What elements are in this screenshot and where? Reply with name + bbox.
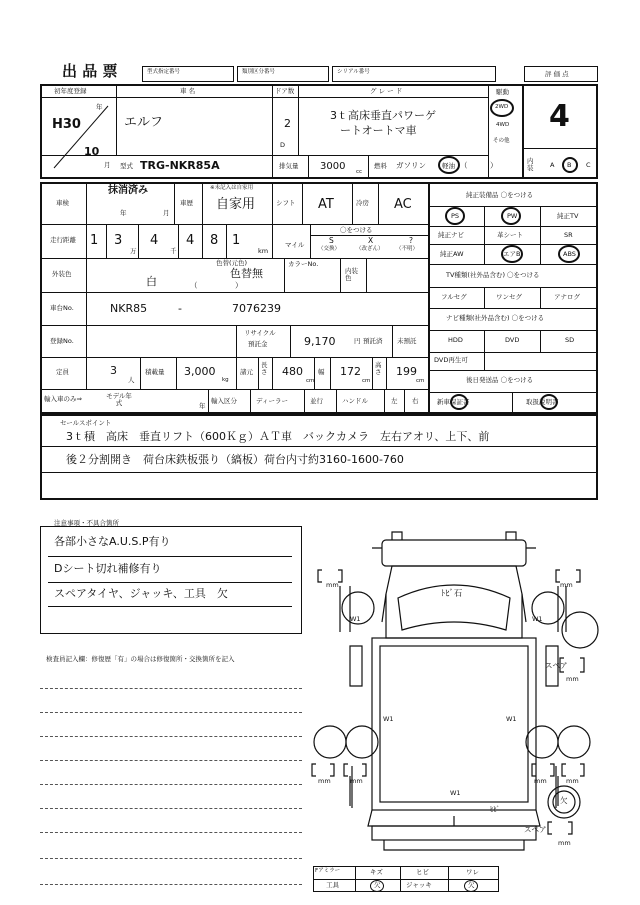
ac-label: 冷房 bbox=[356, 199, 369, 207]
mileage-opt-x: X bbox=[368, 236, 374, 245]
grade-line2: ートオートマ車 bbox=[340, 124, 417, 137]
serial-box bbox=[332, 66, 496, 82]
height-value: 199 bbox=[396, 365, 417, 378]
car-name-label: 車 名 bbox=[180, 87, 196, 95]
tv-fullseg: フルセグ bbox=[441, 293, 467, 301]
import-category-label: 輸入区分 bbox=[211, 397, 237, 405]
note-3: スペアタイヤ、ジャッキ、工具 欠 bbox=[54, 587, 228, 600]
equip-sr: SR bbox=[564, 231, 573, 239]
tv-analog: アナログ bbox=[554, 293, 580, 301]
ac-value: AC bbox=[394, 197, 412, 212]
drive-2wd: 2WD bbox=[495, 104, 509, 110]
usage-value: 自家用 bbox=[216, 197, 256, 212]
mileage-digit-2: 3 bbox=[114, 233, 123, 248]
dims-label: 諸元 bbox=[240, 368, 253, 376]
door-d: D bbox=[280, 141, 286, 149]
equip-abs-circle bbox=[558, 245, 580, 263]
repaint-label: 色替(元色) bbox=[216, 259, 248, 267]
nav-sd: SD bbox=[565, 336, 575, 344]
import-left: 左 bbox=[391, 397, 398, 405]
parts-header-kizu: キズ bbox=[370, 868, 383, 876]
mileage-opt-s: S bbox=[329, 236, 334, 245]
grade-line1: 3ｔ高床垂直パワーゲ bbox=[330, 109, 436, 122]
first-registration-year: H30 bbox=[52, 117, 81, 132]
fuel-label: 燃料 bbox=[374, 162, 387, 170]
import-year: 年 bbox=[199, 402, 206, 410]
cc-unit: cc bbox=[356, 169, 363, 175]
equip-aw: 純正AW bbox=[440, 250, 464, 258]
mileage-label: 走行距離 bbox=[50, 236, 76, 244]
door-count: 2 bbox=[284, 117, 291, 130]
unit-sen: 千 bbox=[170, 247, 177, 255]
inspection-value: 抹消済み bbox=[108, 185, 148, 196]
drive-label: 駆動 bbox=[496, 88, 509, 96]
month-suffix: 月 bbox=[104, 161, 111, 169]
mile-label: マイル bbox=[285, 241, 305, 249]
import-handle: ハンドル bbox=[342, 397, 368, 405]
note-1: 各部小さなA.U.S.P有り bbox=[54, 535, 171, 548]
nav-hdd: HDD bbox=[448, 336, 463, 344]
w1-rear: W1 bbox=[450, 789, 461, 797]
equip-pw: PW bbox=[507, 212, 518, 220]
length-unit: cm bbox=[306, 378, 315, 384]
hibi-label: ﾋﾋﾞ bbox=[490, 805, 500, 813]
type-designation-box bbox=[142, 66, 234, 82]
truck-diagram bbox=[310, 526, 600, 866]
usage-note: ※未記入は自家用 bbox=[210, 185, 254, 191]
inspection-month: 月 bbox=[163, 209, 170, 217]
recycle-yen: 円 bbox=[354, 337, 361, 345]
frame-prefix: NKR85 bbox=[110, 302, 148, 315]
mm-rr2: mm bbox=[566, 777, 579, 785]
import-parallel: 並行 bbox=[310, 397, 323, 405]
post-manual-circle bbox=[540, 394, 558, 410]
post-manual: 取扱説明書 bbox=[526, 398, 559, 406]
capacity-value: 3 bbox=[110, 364, 117, 377]
interior-color-label: 内装色 bbox=[345, 267, 358, 282]
first-registration-month: 10 bbox=[84, 145, 100, 158]
cargo-floor bbox=[380, 646, 528, 802]
fuel-diesel-circle bbox=[438, 156, 460, 174]
year-suffix: 年 bbox=[96, 103, 103, 111]
serial-label: シリアル番号 bbox=[337, 69, 370, 75]
tv-title: TV種類(社外品含む) 〇をつける bbox=[446, 271, 540, 279]
nav-dvd: DVD bbox=[505, 336, 520, 344]
mm-fr: mm bbox=[560, 581, 573, 589]
type-designation-label: 型式指定番号 bbox=[147, 69, 181, 75]
color-no-label: カラーNo. bbox=[288, 260, 319, 268]
parts-header-hibi: ヒビ bbox=[416, 868, 429, 876]
shift-value: AT bbox=[318, 197, 334, 212]
nav-title: ナビ種類(社外品含む) 〇をつける bbox=[446, 314, 545, 322]
parts-tools-missing: 欠 bbox=[374, 881, 381, 889]
equip-navi: 純正ナビ bbox=[438, 231, 464, 239]
grade-label: グ レ ー ド bbox=[370, 87, 403, 95]
rear-left-outer-wheel bbox=[314, 726, 346, 758]
dvd-playback: DVD再生可 bbox=[434, 356, 468, 364]
capacity-label: 定員 bbox=[56, 368, 69, 376]
model-year-label: モデル年式 bbox=[106, 392, 132, 407]
mm-rr1: mm bbox=[534, 777, 547, 785]
mileage-opt-q: ? bbox=[409, 236, 413, 245]
import-label: 輸入車のみ⇒ bbox=[44, 395, 82, 403]
fuel-gasoline: ガソリン bbox=[396, 161, 426, 170]
width-value: 172 bbox=[340, 365, 361, 378]
sales-point-label: セールスポイント bbox=[60, 419, 112, 427]
capacity-unit: 人 bbox=[128, 376, 135, 384]
width-label: 幅 bbox=[318, 368, 325, 376]
exterior-color-value: 白 bbox=[146, 275, 157, 288]
interior-b-circle bbox=[562, 157, 578, 173]
car-name: エルフ bbox=[124, 115, 164, 130]
rear-bumper bbox=[372, 826, 536, 840]
page-title: 出 品 票 bbox=[62, 62, 118, 80]
mileage-opt-s-note: （交換） bbox=[318, 246, 341, 252]
cab-body bbox=[386, 566, 522, 638]
interior-b: B bbox=[567, 161, 572, 169]
doors-label: ドア数 bbox=[275, 87, 295, 95]
w1-mid-left: W1 bbox=[383, 715, 394, 723]
height-unit: cm bbox=[416, 378, 425, 384]
mm-rl2: mm bbox=[350, 777, 363, 785]
drive-other: その他 bbox=[493, 138, 510, 144]
spare-bottom-label: スペア bbox=[524, 825, 547, 834]
parts-header-mirror: Fアミラー bbox=[315, 868, 341, 874]
recycle-deposited: 預託済 bbox=[363, 337, 383, 345]
rear-left-inner-wheel bbox=[346, 726, 378, 758]
equip-ps-circle bbox=[445, 207, 465, 225]
length-value: 480 bbox=[282, 365, 303, 378]
rating-header bbox=[524, 66, 598, 82]
w1-mid-right: W1 bbox=[506, 715, 517, 723]
interior-label: 内装 bbox=[527, 157, 534, 172]
model-code: TRG-NKR85A bbox=[140, 159, 220, 172]
w1-front-left: W1 bbox=[350, 615, 361, 623]
equipment-title: 純正装備品 〇をつける bbox=[466, 191, 534, 199]
mileage-digit-6: 1 bbox=[232, 233, 241, 248]
mileage-circle-note: 〇をつける bbox=[340, 226, 373, 234]
note-2: Dシート切れ補修有り bbox=[54, 562, 162, 575]
recycle-label-2: 預託金 bbox=[248, 340, 268, 348]
post-warranty: 新車保証書 bbox=[437, 398, 470, 406]
usage-label: 車歴 bbox=[180, 199, 193, 207]
inspection-label: 車検 bbox=[56, 199, 69, 207]
rating-label: 評 価 点 bbox=[545, 70, 569, 78]
spare-top-label: スペア bbox=[545, 661, 568, 670]
mm-rl1: mm bbox=[318, 777, 331, 785]
import-dealer: ディーラー bbox=[256, 397, 288, 405]
displacement-label: 排気量 bbox=[279, 162, 299, 170]
mm-fl: mm bbox=[326, 581, 339, 589]
spare-wheel-top bbox=[562, 612, 598, 648]
parts-jack: ジャッキ bbox=[406, 881, 432, 889]
equip-ps: PS bbox=[451, 212, 460, 220]
rear-right-outer-wheel bbox=[558, 726, 590, 758]
cargo-bed bbox=[372, 638, 536, 810]
equip-airbag: エアB bbox=[503, 250, 521, 258]
sales-point-line1: 3ｔ積 高床 垂直リフト（600Ｋｇ）ＡＴ車 バックカメラ 左右アオリ、上下、前 bbox=[66, 430, 490, 443]
registration-label: 登録No. bbox=[50, 337, 74, 345]
sales-point-line2: 後２分割開き 荷台床鉄板張り（縞板）荷台内寸約3160-1600-760 bbox=[66, 453, 404, 466]
mileage-opt-q-note: （不明） bbox=[396, 246, 419, 252]
recycle-value: 9,170 bbox=[304, 335, 336, 348]
unit-km: km bbox=[258, 247, 269, 255]
frame-number: 7076239 bbox=[232, 302, 281, 315]
parts-header-ware: ワレ bbox=[466, 868, 479, 876]
w1-front-right: W1 bbox=[532, 615, 543, 623]
equip-pw-circle bbox=[501, 207, 521, 225]
fuel-diesel: 軽油 bbox=[442, 162, 455, 170]
drive-2wd-circle bbox=[490, 99, 514, 117]
tv-oneseg: ワンセグ bbox=[496, 293, 522, 301]
rating-value: 4 bbox=[549, 99, 570, 134]
exterior-color-label: 外装色 bbox=[52, 270, 72, 278]
frame-no-label: 車台No. bbox=[50, 304, 74, 312]
load-unit: kg bbox=[222, 377, 229, 383]
model-label: 型式 bbox=[120, 162, 133, 170]
spare-missing: 欠 bbox=[560, 796, 568, 805]
post-title: 後日発送品 〇をつける bbox=[466, 376, 534, 384]
crack-label: ﾄﾋﾞ石 bbox=[441, 589, 463, 599]
mileage-digit-4: 4 bbox=[186, 233, 195, 248]
equip-airbag-circle bbox=[501, 245, 523, 263]
mm-spare-top: mm bbox=[566, 675, 579, 683]
cab-front bbox=[382, 540, 526, 566]
mm-spare-bottom: mm bbox=[558, 839, 571, 847]
first-registration-label: 初年度登録 bbox=[54, 87, 87, 95]
displacement-value: 3000 bbox=[320, 161, 346, 172]
post-warranty-circle bbox=[450, 394, 468, 410]
parts-jack-missing: 欠 bbox=[468, 881, 475, 889]
repaint-value: 色替無 bbox=[230, 267, 263, 280]
interior-c: C bbox=[586, 161, 591, 169]
interior-a: A bbox=[550, 161, 555, 169]
recycle-undeposited: 未預託 bbox=[397, 337, 417, 345]
inspection-year: 年 bbox=[120, 209, 127, 217]
parts-tools: 工具 bbox=[326, 881, 339, 889]
mileage-digit-1: 1 bbox=[90, 233, 99, 248]
frame-dash: - bbox=[178, 302, 182, 315]
width-unit: cm bbox=[362, 378, 371, 384]
mileage-opt-x-note: （改ざん） bbox=[356, 246, 384, 252]
import-right: 右 bbox=[412, 397, 419, 405]
rear-right-inner-wheel bbox=[526, 726, 558, 758]
length-label: 長さ bbox=[261, 361, 268, 376]
fuel-paren: （ ） bbox=[460, 161, 498, 170]
repaint-paren: （ ） bbox=[190, 281, 243, 290]
equip-leather: 革シート bbox=[497, 231, 523, 239]
tools-missing-circle bbox=[370, 880, 384, 892]
jack-missing-circle bbox=[464, 880, 478, 892]
mirror-stubs bbox=[392, 532, 516, 540]
drive-4wd: 4WD bbox=[496, 122, 510, 128]
load-label: 積載量 bbox=[145, 368, 165, 376]
equip-abs: ABS bbox=[563, 250, 576, 258]
recycle-label-1: リサイクル bbox=[244, 329, 276, 337]
equip-tv: 純正TV bbox=[557, 212, 579, 220]
notes-label: 注意事項・不具合箇所 bbox=[54, 519, 119, 527]
shift-label: シフト bbox=[276, 199, 296, 207]
category-label: 類別区分番号 bbox=[242, 69, 276, 75]
height-label: 高さ bbox=[375, 361, 382, 376]
mileage-digit-5: 8 bbox=[210, 233, 219, 248]
inspector-label: 検査員記入欄：修復歴「有」の場合は修復箇所・交換箇所を記入 bbox=[46, 655, 235, 663]
mileage-digit-3: 4 bbox=[150, 233, 159, 248]
category-box bbox=[237, 66, 329, 82]
load-value: 3,000 bbox=[184, 365, 216, 378]
unit-man: 万 bbox=[130, 247, 137, 255]
